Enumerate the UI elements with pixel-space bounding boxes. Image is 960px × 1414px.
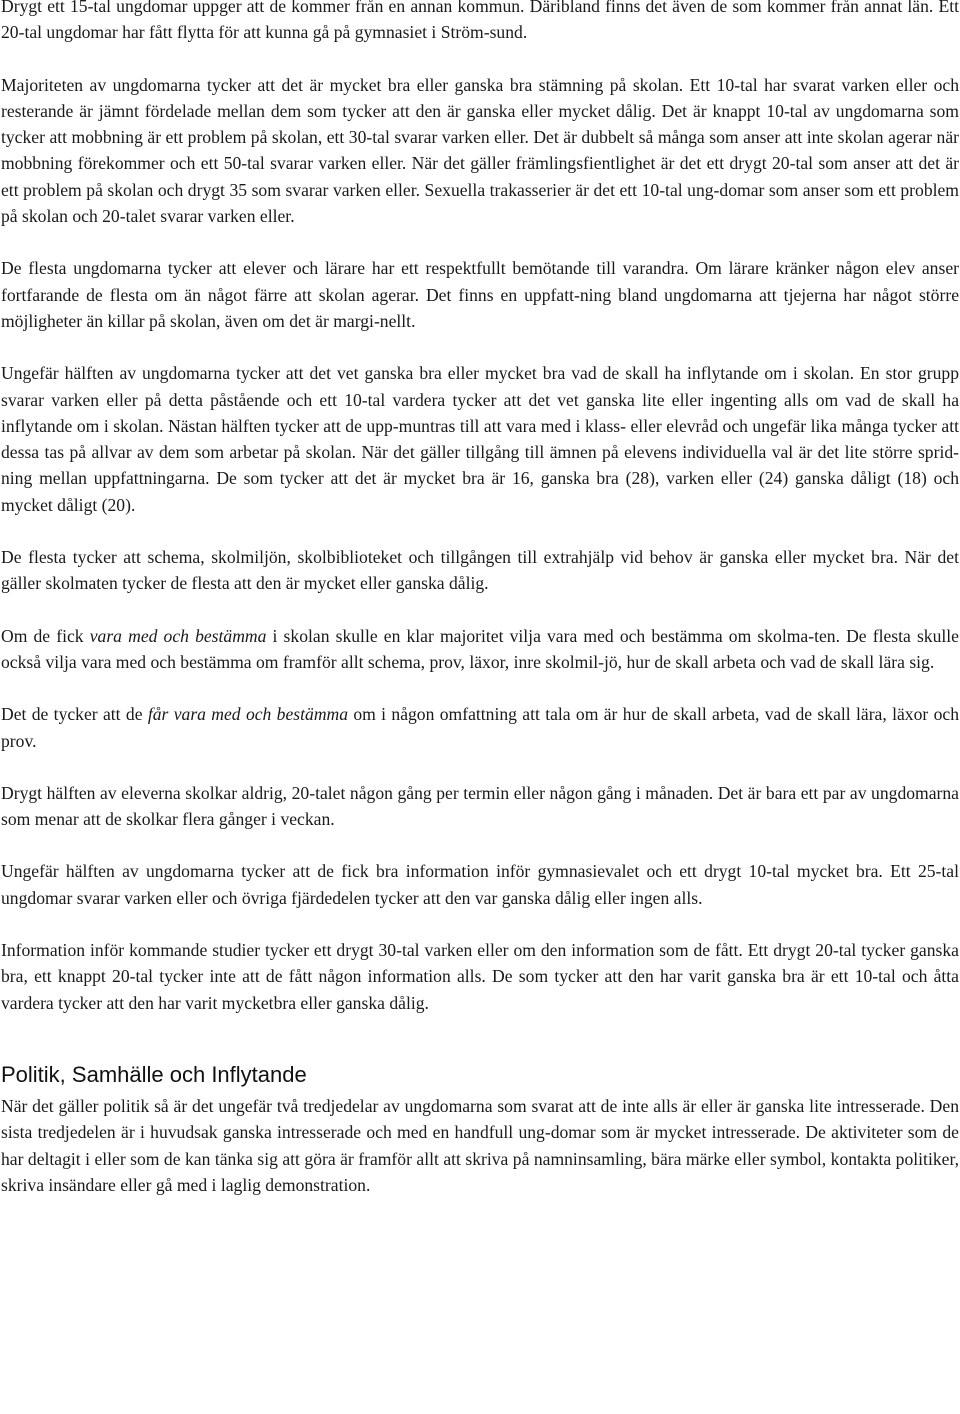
text-segment: om i någon omfattning att tala om är hur de skall arbeta, vad de skall lära, läxor och prov.: [1, 704, 959, 751]
paragraph-allowed-to-decide: [1, 701, 959, 754]
paragraph-truancy: Drygt hälften av eleverna skolkar aldrig, 20-talet någon gång per termin eller någon gång i månaden. Det är bara ett par av ungdomarna som menar att de skolkar flera gånger i veckan.: [1, 782, 959, 830]
text-segment: Det de tycker att de: [1, 704, 148, 725]
section-politics: [1, 1061, 959, 1198]
section-heading: Politik, Samhälle och Inflytande: [1, 1061, 307, 1087]
text-segment: Om de fick: [1, 625, 90, 646]
paragraph-want-to-decide: [1, 623, 959, 676]
text-segment: i skolan skulle en klar majoritet vilja vara med och bestämma om skolma-ten. De flesta skulle också vilja vara med och bestämma om framför allt schema, prov, läxor, inre skolmil-jö, hur de skall arbeta och vad de skall lära sig.: [1, 625, 959, 672]
paragraph-origin: Drygt ett 15-tal ungdomar uppger att de kommer från en annan kommun. Däribland finns det även de som kommer från annat län. Ett 20-tal ungdomar har fått flytta för att kunna gå på gymnasiet i Ström-sund.: [1, 0, 959, 43]
paragraph-school-environment: De flesta tycker att schema, skolmiljön, skolbiblioteket och tillgången till extrahjälp vid behov är ganska eller mycket bra. När det gäller skolmaten tycker de flesta att den är mycket eller ganska dålig.: [1, 547, 959, 594]
paragraph-influence-knowledge: Ungefär hälften av ungdomarna tycker att det vet ganska bra eller mycket bra vad de skall ha inflytande om i skolan. En stor grupp svarar varken eller på detta påstående och ett 10-tal vardera tycker att det vet ganska lite eller ingenting alls om vad de skall ha inflytande om i skolan. Nästan hälften tycker att de upp-muntras till att vara med i klass- eller elevråd och ungefär lika många tycker att dessa tas på allvar av dem som arbetar på skolan. När det gäller tillgång till ämnen på elevens individuella val är det lite större sprid-ning mellan uppfattningarna. De som tycker att det är mycket bra är 16, ganska bra (28), varken eller (24) ganska dåligt (18) och mycket dåligt (20).: [1, 363, 959, 515]
paragraph-future-studies: Information inför kommande studier tycker ett drygt 30-tal varken eller om den information som de fått. Ett drygt 20-tal tycker ganska bra, ett knappt 20-tal tycker inte att de fått någon information alls. De som tycker att den har varit ganska bra är ett 10-tal och åtta vardera tycker att den har varit mycketbra eller ganska dålig.: [1, 940, 959, 1013]
paragraph-politics: När det gäller politik så är det ungefär två tredjedelar av ungdomarna som svarat att de inte alls är eller är ganska lite intresserade. Den sista tredjedelen är i huvudsak ganska intresserade och med en handfull ung-domar som är mycket intresserade. De aktiviteter som de har deltagit i eller som de kan tänka sig att göra är framför allt att skriva på namninsamling, bära märke eller symbol, kontakta politiker, skriva insändare eller gå med i laglig demonstration.: [1, 1095, 959, 1195]
paragraph-guidance-info: Ungefär hälften av ungdomarna tycker att de fick bra information inför gymnasievalet och ett drygt 10-tal mycket bra. Ett 25-tal ungdomar svarar varken eller och övriga fjärdedelen tycker att den var ganska dålig eller ingen alls.: [1, 861, 959, 908]
emphasis-text: vara med och bestämma: [89, 625, 267, 646]
emphasis-text: får vara med och bestämma: [147, 704, 349, 725]
paragraph-school-climate: Majoriteten av ungdomarna tycker att det är mycket bra eller ganska bra stämning på skolan. Ett 10-tal har svarat varken eller och resterande är jämnt fördelade mellan dem som tycker att den är ganska eller mycket dålig. Det är knappt 10-tal av ungdomarna som tycker att mobbning är ett problem på skolan, ett 30-tal svarar varken eller. Det är dubbelt så många som anser att inte skolan agerar när mobbning förekommer och ett 50-tal svarar varken eller. När det gäller främlingsfientlighet är det ett drygt 20-tal som anser att det är ett problem på skolan och drygt 35 som svarar varken eller. Sexuella trakasserier är det ett 10-tal ung-domar som anser som ett problem på skolan och 20-talet svarar varken eller.: [1, 74, 959, 227]
paragraph-respect: De flesta ungdomarna tycker att elever och lärare har ett respektfullt bemötande till varandra. Om lärare kränker någon elev anser fortfarande de flesta om än något färre att skolan agerar. Det finns en uppfatt-ning bland ungdomarna att tjejerna har något större möjligheter än killar på skolan, även om det är margi-nellt.: [1, 258, 959, 331]
